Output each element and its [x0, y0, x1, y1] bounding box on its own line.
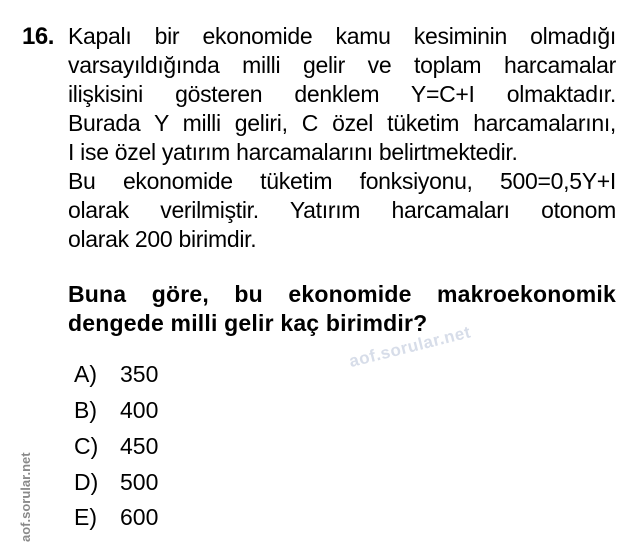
- option-e[interactable]: [74, 502, 158, 532]
- option-d[interactable]: [74, 467, 158, 497]
- option-c[interactable]: [74, 431, 158, 461]
- option-letter: A): [74, 361, 97, 387]
- option-letter: E): [74, 504, 97, 530]
- option-letter: C): [74, 433, 99, 459]
- watermark-diagonal: aof.sorular.net: [347, 322, 473, 372]
- question-stem-line: varsayıldığında milli gelir ve toplam harcamalar: [68, 52, 616, 78]
- question-stem-line: Bu ekonomide tüketim fonksiyonu, 500=0,5Y+I: [68, 168, 616, 194]
- question-prompt-line: dengede milli gelir kaç birimdir?: [68, 310, 428, 336]
- question-stem-line: I ise özel yatırım harcamalarını belirtmektedir.: [68, 139, 518, 165]
- option-value: 350: [120, 361, 159, 387]
- watermark-side: aof.sorular.net: [18, 452, 33, 542]
- option-b[interactable]: [74, 395, 158, 425]
- question-number: 16.: [22, 23, 54, 50]
- question-stem-line: Kapalı bir ekonomide kamu kesiminin olmadığı: [68, 23, 616, 49]
- question-prompt-line: Buna göre, bu ekonomide makroekonomik: [68, 281, 616, 307]
- option-letter: D): [74, 469, 99, 495]
- option-value: 400: [120, 397, 159, 423]
- question-stem-line: Burada Y milli geliri, C özel tüketim harcamalarını,: [68, 110, 616, 136]
- option-value: 500: [120, 469, 159, 495]
- option-value: 450: [120, 433, 159, 459]
- question-stem-line: ilişkisini gösteren denklem Y=C+I olmaktadır.: [68, 81, 616, 107]
- question-stem-line: olarak 200 birimdir.: [68, 226, 257, 252]
- question-stem-line: olarak verilmiştir. Yatırım harcamaları otonom: [68, 197, 616, 223]
- option-letter: B): [74, 397, 97, 423]
- option-value: 600: [120, 504, 159, 530]
- option-a[interactable]: [74, 359, 158, 389]
